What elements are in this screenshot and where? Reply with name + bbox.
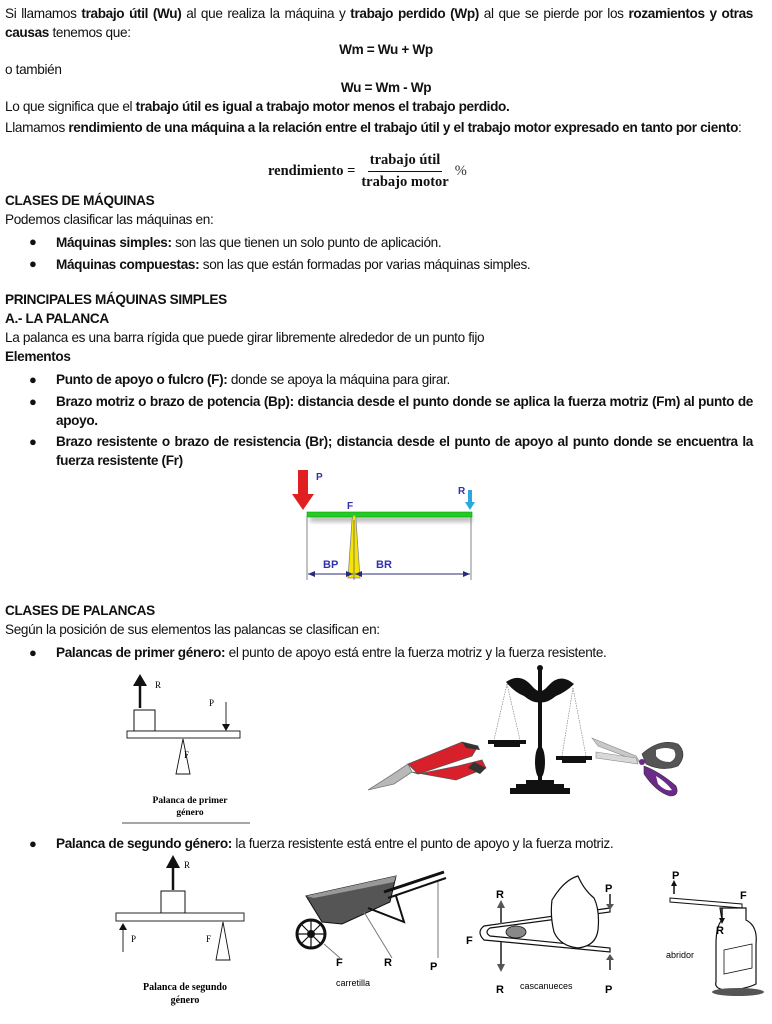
list-item-brazo-motriz: [56, 392, 753, 430]
resistance-arrow-icon: [133, 674, 147, 686]
text: :: [738, 120, 742, 135]
label-r-top: R: [496, 889, 504, 901]
lever-bar: [116, 913, 244, 921]
first-class-examples: [360, 662, 690, 802]
bullet-icon: ●: [29, 372, 37, 387]
pliers-icon: [368, 742, 486, 790]
bullet-icon: ●: [29, 256, 37, 271]
label-p-bottom: P: [605, 984, 613, 996]
bold-text: Palanca de segundo género:: [56, 836, 232, 851]
list-item-primer-genero: [56, 643, 753, 662]
list-item-maquinas-compuestas: [56, 255, 753, 274]
intro-paragraph: [5, 4, 753, 42]
effort-arrow-icon: [119, 923, 127, 930]
formula-unit: %: [454, 163, 467, 179]
arrowhead-icon: [308, 571, 315, 577]
text: el punto de apoyo está entre la fuerza motriz y la fuerza resistente.: [225, 645, 607, 660]
subheading-palanca: A.- LA PALANCA: [5, 311, 109, 326]
balance-scale-icon: [488, 665, 592, 794]
caption-carretilla: carretilla: [336, 978, 371, 988]
label-bp: BP: [323, 559, 339, 571]
text: tenemos que:: [49, 25, 131, 40]
label-f: F: [347, 501, 354, 512]
label-f: F: [206, 934, 212, 944]
label-br: BR: [376, 559, 392, 571]
wheelbarrow-icon: [297, 872, 446, 948]
effort-arrow-icon: [292, 470, 314, 510]
caption-cascanueces: cascanueces: [520, 981, 573, 991]
formula-numerator: trabajo útil: [368, 152, 442, 172]
heading-elementos: Elementos: [5, 349, 71, 364]
caption-line1: Palanca de primer: [152, 796, 228, 806]
arrowhead-icon: [463, 571, 470, 577]
heading-principales: PRINCIPALES MÁQUINAS SIMPLES: [5, 292, 227, 307]
label-f: F: [184, 750, 190, 760]
load-box: [134, 710, 155, 731]
fraction: [361, 152, 448, 191]
bold-text: Máquinas simples:: [56, 235, 172, 250]
heading-clases-palancas: CLASES DE PALANCAS: [5, 603, 155, 618]
scissors-icon: [592, 738, 683, 796]
bold-text: Brazo motriz o brazo de potencia (Bp): distancia desde el punto donde se aplica la fuerza motriz (Fm) al punto de apoyo.: [56, 394, 753, 428]
label-f: F: [740, 890, 747, 902]
paragraph-trabajo-util: [5, 99, 509, 114]
bullet-icon: ●: [29, 645, 37, 660]
term-trabajo-perdido: trabajo perdido (Wp): [350, 6, 479, 21]
resistance-arrow-icon: [166, 855, 180, 868]
bold-text: rendimiento de una máquina a la relación entre el trabajo útil y el trabajo motor expresado en tanto por ciento: [68, 120, 739, 135]
term-rozamientos: rozamientos y otras causas: [5, 6, 753, 40]
lever-bar: [307, 512, 472, 517]
bold-text: Máquinas compuestas:: [56, 257, 200, 272]
text: Si llamamos: [5, 6, 82, 21]
second-class-lever-diagram: [110, 852, 260, 1012]
bold-text: Punto de apoyo o fulcro (F):: [56, 372, 228, 387]
caption-line2: género: [170, 995, 200, 1006]
nutcracker-example: [460, 870, 625, 1000]
list-item-brazo-resistente: [56, 432, 753, 470]
formula-rendimiento: [268, 152, 467, 191]
bullet-icon: ●: [29, 234, 37, 249]
text: Lo que significa que el: [5, 99, 136, 114]
load-box: [161, 891, 185, 913]
label-p: P: [430, 961, 438, 973]
text: Llamamos: [5, 120, 69, 135]
first-class-lever-diagram: [120, 672, 255, 824]
bullet-icon: ●: [29, 434, 37, 449]
label-p: P: [131, 934, 137, 944]
text: al que realiza la máquina y: [181, 6, 351, 21]
label-f: F: [336, 957, 343, 969]
label-r: R: [155, 680, 162, 690]
fulcrum-icon: [216, 922, 230, 960]
text: son las que están formadas por varias máquinas simples.: [199, 257, 531, 272]
formula-lhs: rendimiento =: [268, 163, 356, 179]
heading-clases-maquinas: CLASES DE MÁQUINAS: [5, 193, 155, 208]
list-item-fulcro: [56, 370, 753, 389]
list-item-maquinas-simples: [56, 233, 753, 252]
bottle-opener-icon: [670, 898, 764, 996]
lever-bar: [127, 731, 240, 738]
label-r: R: [384, 957, 392, 969]
label-f: F: [466, 935, 473, 947]
text: al que se pierde por los: [478, 6, 629, 21]
bullet-icon: ●: [29, 394, 37, 409]
resistance-arrow-icon: [465, 490, 475, 510]
bullet-icon: ●: [29, 836, 37, 851]
text-palancas-intro: Según la posición de sus elementos las palancas se clasifican en:: [5, 622, 380, 637]
nutcracker-icon: [480, 876, 613, 952]
text-palanca-definition: La palanca es una barra rígida que puede girar libremente alrededor de un punto fijo: [5, 330, 485, 345]
bold-text: trabajo útil es igual a trabajo motor menos el trabajo perdido.: [135, 99, 510, 114]
equation-wm: Wm = Wu + Wp: [339, 42, 433, 57]
text: son las que tienen un solo punto de aplicación.: [171, 235, 442, 250]
label-p-top: P: [605, 883, 613, 895]
label-r: R: [458, 486, 466, 497]
list-item-segundo-genero: [56, 834, 753, 853]
effort-arrow-icon: [222, 724, 230, 731]
label-p: P: [672, 870, 680, 882]
lever-elements-diagram: [290, 466, 490, 584]
pointer-r: [364, 912, 392, 958]
equation-wu: Wu = Wm - Wp: [340, 80, 432, 95]
wheelbarrow-example: [284, 862, 454, 994]
label-p: P: [209, 698, 215, 708]
arrow-icon: [497, 964, 505, 972]
bold-text: Palancas de primer género:: [56, 645, 226, 660]
pointer-f: [324, 944, 340, 958]
bold-text: Brazo resistente o brazo de resistencia (Br); distancia desde el punto de apoyo al punto donde se encuentra la fuerza resistente (Fr): [56, 434, 753, 468]
label-r: R: [716, 925, 724, 937]
text: donde se apoya la máquina para girar.: [227, 372, 450, 387]
text-clases-intro: Podemos clasificar las máquinas en:: [5, 212, 214, 227]
label-r: R: [184, 860, 191, 870]
text-o-tambien: o también: [5, 62, 62, 77]
arrow-icon: [606, 954, 614, 960]
caption-line1: Palanca de segundo: [143, 982, 227, 993]
paragraph-rendimiento: [5, 118, 753, 137]
bottle-opener-example: [634, 864, 772, 1000]
label-r-bottom: R: [496, 984, 504, 996]
label-p: P: [316, 472, 323, 483]
formula-denominator: trabajo motor: [361, 174, 449, 190]
caption-line2: género: [176, 808, 204, 818]
arrow-icon: [497, 900, 505, 908]
term-trabajo-util: trabajo útil (Wu): [81, 6, 182, 21]
text: la fuerza resistente está entre el punto de apoyo y la fuerza motriz.: [231, 836, 614, 851]
caption-abridor: abridor: [666, 950, 695, 960]
